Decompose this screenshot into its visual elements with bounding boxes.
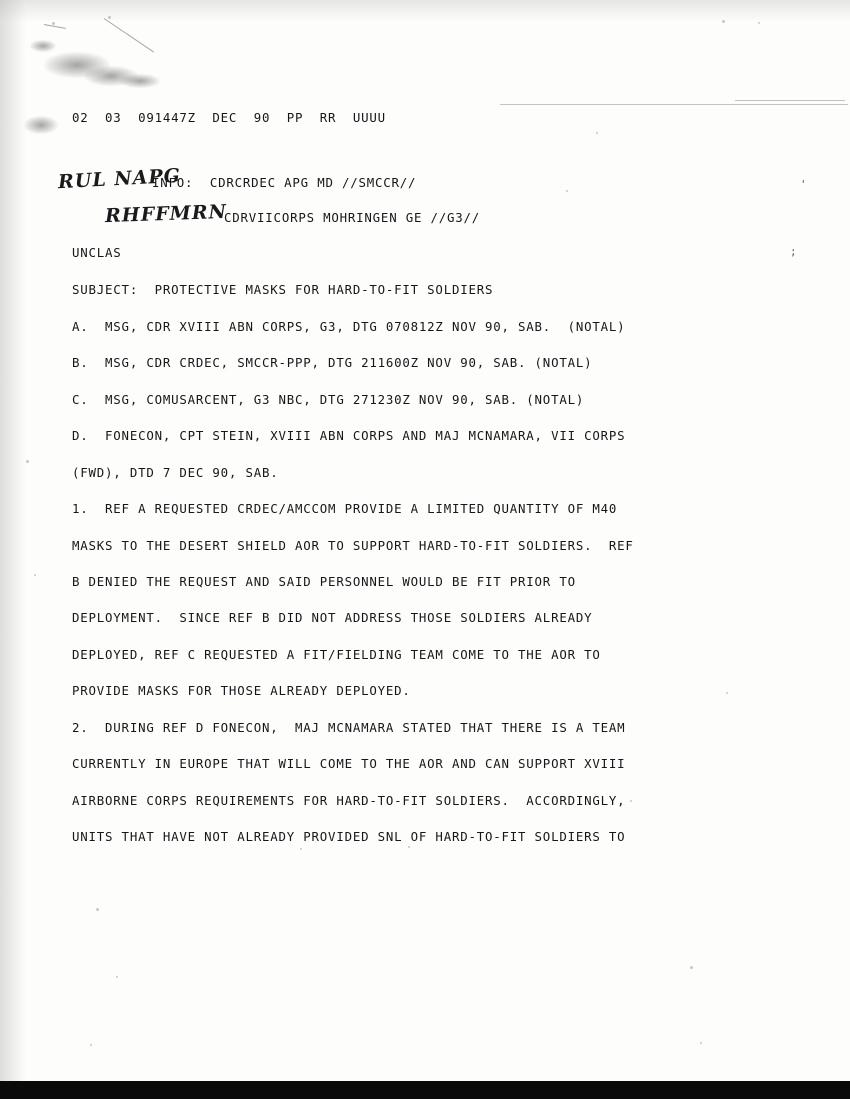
scan-speckle bbox=[408, 846, 410, 848]
scan-speckle bbox=[722, 20, 725, 23]
body-line: MASKS TO THE DESERT SHIELD AOR TO SUPPORT HARD-TO-FIT SOLDIERS. REF bbox=[72, 538, 634, 553]
reference-line: (FWD), DTD 7 DEC 90, SAB. bbox=[72, 465, 279, 480]
scan-speckle bbox=[758, 22, 760, 24]
scan-fold-line bbox=[735, 100, 845, 101]
scan-speckle bbox=[52, 22, 55, 25]
message-header-line: 02 03 091447Z DEC 90 PP RR UUUU bbox=[72, 110, 386, 125]
scan-fold-line bbox=[500, 104, 848, 105]
scan-smudge bbox=[30, 40, 56, 52]
subject-line: SUBJECT: PROTECTIVE MASKS FOR HARD-TO-FIT SOLDIERS bbox=[72, 282, 494, 297]
scan-speckle bbox=[566, 190, 568, 192]
reference-line: A. MSG, CDR XVIII ABN CORPS, G3, DTG 070812Z NOV 90, SAB. (NOTAL) bbox=[72, 319, 626, 334]
scan-speckle bbox=[34, 574, 36, 576]
scan-edge-shadow-top bbox=[0, 0, 850, 22]
body-line: AIRBORNE CORPS REQUIREMENTS FOR HARD-TO-FIT SOLDIERS. ACCORDINGLY, bbox=[72, 793, 626, 808]
scan-scratch bbox=[104, 18, 154, 52]
scan-speckle bbox=[90, 1044, 92, 1046]
body-line: B DENIED THE REQUEST AND SAID PERSONNEL WOULD BE FIT PRIOR TO bbox=[72, 574, 576, 589]
body-line: 2. DURING REF D FONECON, MAJ MCNAMARA STATED THAT THERE IS A TEAM bbox=[72, 720, 626, 735]
body-line: CURRENTLY IN EUROPE THAT WILL COME TO THE AOR AND CAN SUPPORT XVIII bbox=[72, 756, 626, 771]
scan-smudge bbox=[120, 74, 160, 88]
reference-line: D. FONECON, CPT STEIN, XVIII ABN CORPS AND MAJ MCNAMARA, VII CORPS bbox=[72, 428, 626, 443]
scan-speckle bbox=[300, 848, 302, 850]
scan-speckle bbox=[116, 976, 118, 978]
body-line: UNITS THAT HAVE NOT ALREADY PROVIDED SNL OF HARD-TO-FIT SOLDIERS TO bbox=[72, 829, 626, 844]
scan-speckle bbox=[108, 16, 111, 19]
body-line: DEPLOYED, REF C REQUESTED A FIT/FIELDING TEAM COME TO THE AOR TO bbox=[72, 647, 601, 662]
scan-speckle bbox=[26, 460, 29, 463]
info-addressee-line: INFO: CDRCRDEC APG MD //SMCCR// bbox=[152, 175, 417, 190]
body-line: 1. REF A REQUESTED CRDEC/AMCCOM PROVIDE A LIMITED QUANTITY OF M40 bbox=[72, 501, 618, 516]
handwritten-annotation-ruling: RUL NAPG bbox=[57, 164, 182, 194]
margin-mark-top-right: ' bbox=[800, 178, 807, 191]
reference-line: B. MSG, CDR CRDEC, SMCCR-PPP, DTG 211600Z NOV 90, SAB. (NOTAL) bbox=[72, 355, 593, 370]
scan-edge-shadow-left bbox=[0, 0, 26, 1099]
scan-speckle bbox=[630, 800, 632, 802]
scan-smudge bbox=[24, 116, 58, 134]
scan-bottom-black-bar bbox=[0, 1081, 850, 1099]
scan-speckle bbox=[596, 132, 598, 134]
reference-line: C. MSG, COMUSARCENT, G3 NBC, DTG 271230Z NOV 90, SAB. (NOTAL) bbox=[72, 392, 585, 407]
classification-line: UNCLAS bbox=[72, 245, 122, 260]
corps-addressee-line: CDRVIICORPS MOHRINGEN GE //G3// bbox=[224, 210, 481, 225]
body-line: PROVIDE MASKS FOR THOSE ALREADY DEPLOYED. bbox=[72, 683, 411, 698]
margin-mark-right: ; bbox=[790, 245, 797, 258]
scan-speckle bbox=[96, 908, 99, 911]
scan-speckle bbox=[726, 692, 728, 694]
scan-scratch bbox=[44, 24, 66, 29]
handwritten-annotation-rhffmrn: RHFFMRN bbox=[104, 200, 228, 228]
body-line: DEPLOYMENT. SINCE REF B DID NOT ADDRESS THOSE SOLDIERS ALREADY bbox=[72, 610, 593, 625]
scan-speckle bbox=[700, 1042, 702, 1044]
scan-speckle bbox=[690, 966, 693, 969]
